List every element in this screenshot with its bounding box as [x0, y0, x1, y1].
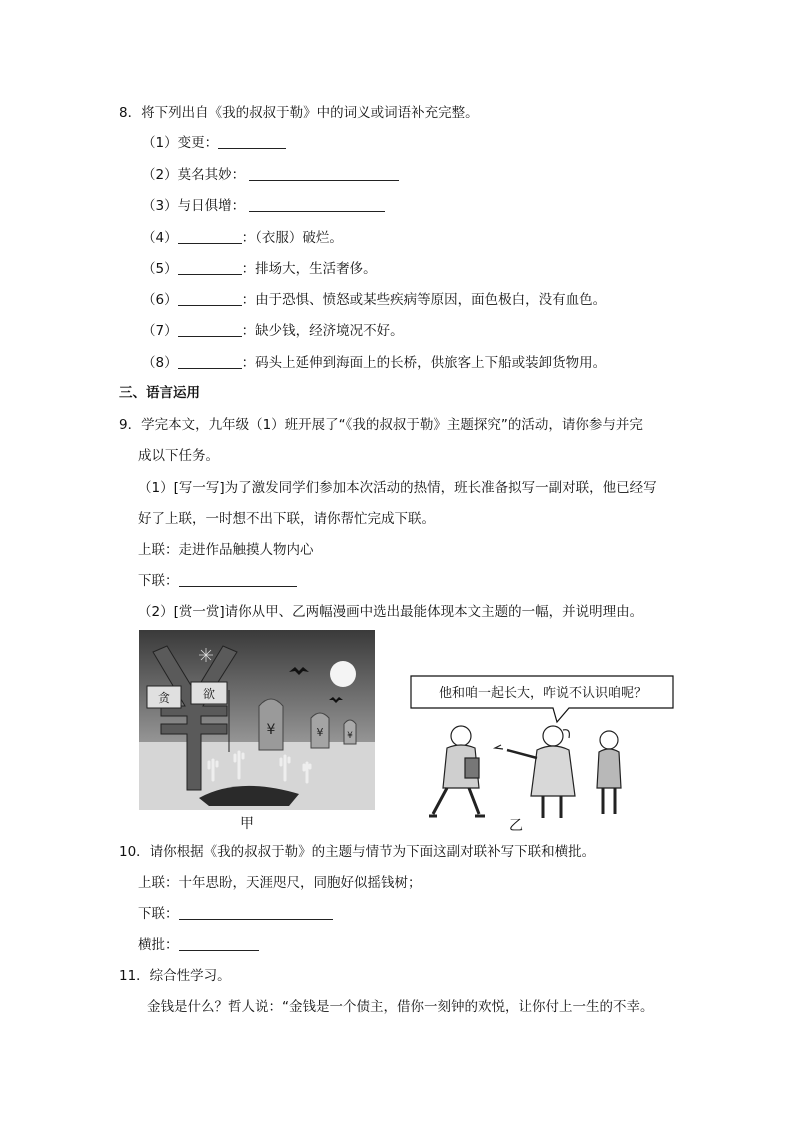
item-text: 变更： — [177, 135, 219, 151]
q8-item-8 — [142, 354, 606, 372]
item-num: （6） — [142, 292, 178, 308]
q8-item-7 — [142, 322, 404, 340]
pointing-woman — [495, 726, 575, 818]
answer-blank[interactable] — [178, 229, 242, 244]
answer-blank[interactable] — [249, 166, 399, 181]
answer-blank[interactable] — [249, 197, 385, 212]
answer-blank[interactable] — [178, 322, 242, 337]
item-num: （4） — [142, 230, 178, 246]
caption-yi: 乙 — [509, 818, 523, 834]
yen-mark: ¥ — [316, 726, 324, 739]
item-num: （7） — [142, 323, 178, 339]
moon — [330, 661, 356, 687]
yen-mark: ¥ — [347, 731, 353, 741]
item-num: （3） — [142, 198, 178, 214]
item-num: （8） — [142, 355, 178, 371]
q9-stem-line2: 成以下任务。 — [138, 448, 219, 464]
q10-upper-couplet: 上联：十年思盼，天涯咫尺，同胞好似摇钱树； — [138, 875, 422, 891]
yen-mark: ¥ — [266, 722, 276, 738]
lower-label: 下联： — [138, 573, 179, 589]
answer-blank[interactable] — [218, 134, 286, 149]
cobweb — [199, 648, 213, 662]
item-text: ：（衣服）破烂。 — [241, 230, 343, 246]
q11-stem: 11．综合性学习。 — [119, 968, 231, 984]
answer-blank[interactable] — [178, 291, 242, 306]
q8-item-2 — [142, 166, 399, 184]
q10-stem: 10．请你根据《我的叔叔于勒》的主题与情节为下面这副对联补写下联和横批。 — [119, 844, 596, 860]
q9-stem-line1: 9．学完本文，九年级（1）班开展了“《我的叔叔于勒》主题探究”的活动，请你参与并完 — [119, 417, 643, 433]
item-num: （2） — [142, 167, 178, 183]
q8-item-1 — [142, 134, 286, 152]
sign-text: 贪 — [157, 691, 171, 705]
answer-blank[interactable] — [179, 936, 259, 951]
q9-lower-couplet — [138, 572, 297, 590]
comic-yi — [403, 670, 683, 830]
answer-blank[interactable] — [178, 354, 242, 369]
answer-blank[interactable] — [178, 260, 242, 275]
item-num: （5） — [142, 261, 178, 277]
q8-item-4 — [142, 229, 343, 247]
item-text: ：码头上延伸到海面上的长桥，供旅客上下船或装卸货物用。 — [241, 355, 607, 371]
q10-horizontal-scroll — [138, 936, 259, 954]
q8-item-5 — [142, 260, 377, 278]
answer-blank[interactable] — [179, 905, 333, 920]
q9-sub2: （2）[赏一赏]请你从甲、乙两幅漫画中选出最能体现本文主题的一幅，并说明理由。 — [138, 604, 644, 620]
caption-jia: 甲 — [240, 816, 254, 832]
q10-lower-couplet — [138, 905, 333, 923]
lower-label: 下联： — [138, 906, 179, 922]
item-text: 与日俱增： — [177, 198, 246, 214]
walking-man — [429, 726, 485, 816]
answer-blank[interactable] — [179, 572, 297, 587]
comic-jia — [139, 630, 375, 810]
section-heading: 三、语言运用 — [119, 385, 200, 401]
q8-stem: 8．将下列出自《我的叔叔于勒》中的词义或词语补充完整。 — [119, 105, 479, 121]
q11-paragraph: 金钱是什么？哲人说：“金钱是一个债主，借你一刻钟的欢悦，让你付上一生的不幸。 — [147, 999, 654, 1015]
q9-upper-couplet: 上联：走进作品触摸人物内心 — [138, 542, 314, 558]
speech-text: 他和咱一起长大，咋说不认识咱呢？ — [438, 686, 648, 701]
item-num: （1） — [142, 135, 178, 151]
item-text: 莫名其妙： — [177, 167, 246, 183]
horizontal-label: 横批： — [138, 937, 179, 953]
q8-item-3 — [142, 197, 385, 215]
item-text: ：排场大，生活奢侈。 — [241, 261, 377, 277]
listening-boy — [597, 731, 621, 814]
q8-item-6 — [142, 291, 606, 309]
item-text: ：由于恐惧、愤怒或某些疾病等原因，面色极白，没有血色。 — [241, 292, 607, 308]
item-text: ：缺少钱，经济境况不好。 — [241, 323, 404, 339]
q9-sub1-line1: （1）[写一写]为了激发同学们参加本次活动的热情，班长准备拟写一副对联，他已经写 — [138, 480, 657, 496]
sign-text: 欲 — [202, 687, 216, 701]
q9-sub1-line2: 好了上联，一时想不出下联，请你帮忙完成下联。 — [138, 511, 435, 527]
